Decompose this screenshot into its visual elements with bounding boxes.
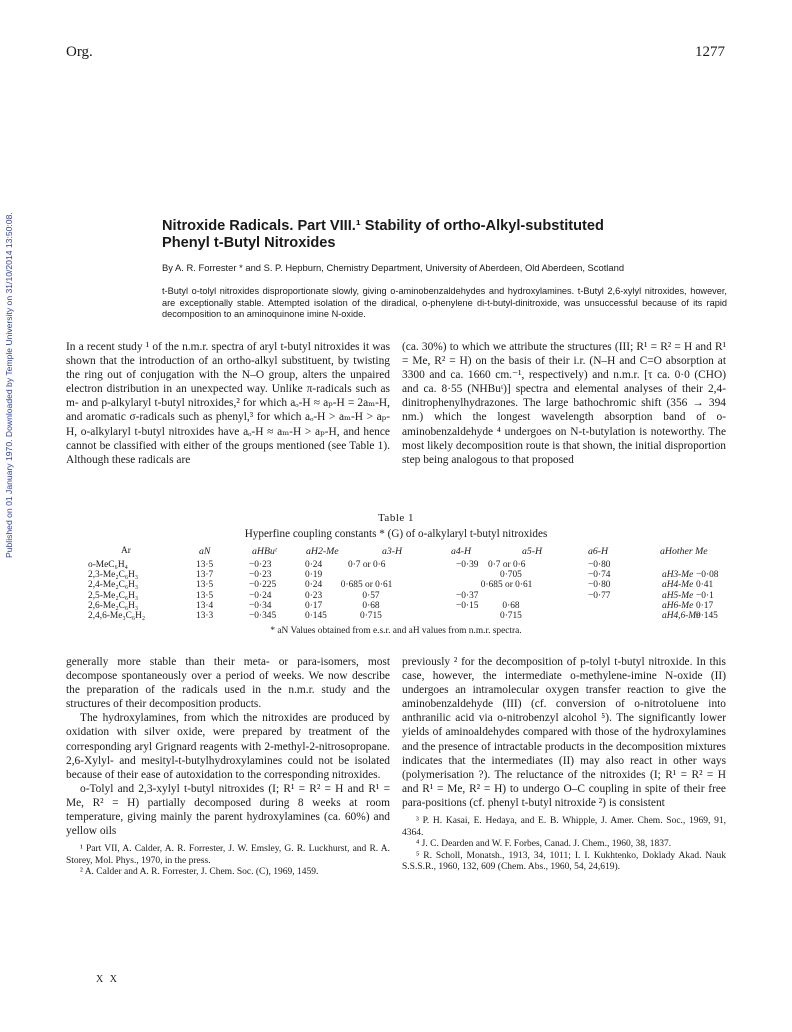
table-cell: −0·08: [696, 570, 719, 581]
journal-name: Org.: [66, 44, 93, 60]
table-cell: 2,4-Me₂C₆H₃: [88, 580, 139, 591]
table-cell: 2,6-Me₂C₆H₃: [88, 600, 139, 611]
paragraph: The hydroxylamines, from which the nitroxides are produced by oxidation with silver oxide, were prepared by treatment of the corresponding aryl Grignard reagents with 2-methyl-2-nitrosopropane. 2,6-Xylyl- and mesityl-t-butylhydroxylamines could not be isolated because of their ease of autoxidation to the corresponding nitroxides.: [66, 712, 390, 781]
table-cell: 13·7: [196, 570, 214, 581]
table-cell: 0·23: [305, 590, 323, 601]
abstract: t-Butyl o-tolyl nitroxides disproportionate slowly, giving o-aminobenzaldehydes and hydroxylamines. t-Butyl 2,6-xylyl nitroxides, however, are exceptionally stable. Attempted isolation of the diradical, o-phenylene di-t-butyl-dinitroxide, was unsuccessful because of its rapid decomposition to an aminoquinone imine N-oxide.: [162, 286, 727, 319]
paragraph: (ca. 30%) to which we attribute the structures (III; R¹ = R² = H and R¹ = Me, R² = H) on the basis of their i.r. (N–H and C=O absorption at 3300 and ca. 1660 cm.⁻¹, respectively) and n.m.r. [τ ca. 0·0 (CHO) and ca. 8·55 (NHBuᵗ)] spectra and elemental analyses of their 2,4-dinitrophenylhydrazones. The large bathochromic shift (356 → 394 nm.) which the longest wavelength absorption band of o-aminobenzaldehyde ⁴ undergoes on N-t-butylation is noteworthy. The most likely decomposition route is that shown, the initial disproportion step being analogous to that proposed: [402, 341, 726, 466]
table-cell: 0·715: [500, 611, 522, 621]
table-cell: −0·15: [456, 600, 479, 611]
footnote: ⁴ J. C. Dearden and W. F. Forbes, Canad. J. Chem., 1960, 38, 1837.: [416, 839, 672, 850]
body-column-2: [402, 340, 726, 467]
paragraph: In a recent study ¹ of the n.m.r. spectra of aryl t-butyl nitroxides it was shown that the introduction of an ortho-alkyl substituent, by twisting the ring out of conjugation with the N–O group, alters the unpaired electron distribution in an unexpected way. Unlike π-radicals such as m- and p-alkylaryl t-butyl nitroxides,² for which aₒ-H ≈ aₚ-H = 2aₘ-H, and aromatic σ-radicals such as phenyl,³ for which aₒ-H > aₘ-H > aₚ-H, o-alkylaryl t-butyl nitroxides have aₒ-H ≈ aₘ-H > aₚ-H, and hence cannot be classified with either of the groups mentioned (see Table 1). Although these radicals are: [66, 341, 390, 466]
table-cell: aH4-Me: [662, 580, 694, 591]
table-cell: −0·24: [249, 590, 272, 601]
table-cell: 13·3: [196, 611, 214, 621]
page-number: 1277: [695, 44, 725, 60]
title-line-1: Nitroxide Radicals. Part VIII.¹ Stability of ortho-Alkyl-substituted: [162, 218, 604, 234]
table-cell: −0·225: [249, 580, 277, 591]
footnote: ⁵ R. Scholl, Monatsh., 1913, 34, 1011; I. I. Kukhtenko, Doklady Akad. Nauk S.S.S.R., 1960, 132, 609 (Chem. Abs., 1960, 54, 24,619).: [402, 850, 726, 873]
footnote: ³ P. H. Kasai, E. Hedaya, and E. B. Whipple, J. Amer. Chem. Soc., 1969, 91, 4364.: [402, 816, 726, 838]
table-cell: 13·5: [196, 580, 214, 591]
table-cell: 0·68: [502, 600, 520, 611]
table-cell: −0·345: [249, 611, 277, 621]
body-column-1: [66, 340, 390, 467]
table-header-cell: aHBuᵗ: [252, 546, 277, 557]
table-cell: −0·23: [249, 570, 272, 581]
table-cell: 2,3-Me₂C₆H₃: [88, 570, 139, 581]
table-caption: Hyperfine coupling constants * (G) of o-alkylaryl t-butyl nitroxides: [244, 528, 548, 540]
table-cell: −0·80: [588, 580, 611, 591]
table-cell: 0·24: [305, 560, 323, 570]
table-cell: 13·5: [196, 560, 214, 570]
table-cell: −0·1: [696, 590, 714, 601]
table-label: Table 1: [377, 512, 415, 524]
table-cell: 0·685 or 0·61: [340, 580, 393, 591]
table-header-cell: a5-H: [522, 546, 543, 557]
table-cell: 0·715: [360, 611, 382, 621]
table-cell: 0·7 or 0·6: [488, 560, 526, 570]
table-cell: 0·17: [305, 600, 323, 611]
table-cell: 2,5-Me₂C₆H₃: [88, 590, 139, 601]
table-cell: 0·24: [305, 580, 323, 591]
table-cell: −0·34: [249, 600, 272, 611]
table-cell: aH6-Me: [662, 600, 694, 611]
table-footnote: * aN Values obtained from e.s.r. and aH values from n.m.r. spectra.: [270, 626, 522, 636]
paragraph: o-Tolyl and 2,3-xylyl t-butyl nitroxides (I; R¹ = R² = H and R¹ = Me, R² = H) partially decomposed during 8 weeks at room temperature, giving mainly the parent hydroxylamines (ca. 60%) and yellow oils: [66, 782, 390, 838]
table-cell: 13·4: [196, 600, 214, 611]
table-header-cell: a6-H: [588, 546, 609, 557]
table-cell: 2,4,6-Me₃C₆H₂: [88, 611, 146, 621]
paragraph: generally more stable than their meta- or para-isomers, most decompose spontaneously over a period of weeks. We now describe the preparation of the radicals used in the n.m.r. study and the structures of their decomposition products.: [66, 656, 390, 711]
table-cell: 0·145: [305, 611, 327, 621]
table-cell: −0·23: [249, 560, 272, 570]
table-cell: aH3-Me: [662, 570, 694, 581]
table-cell: −0·39: [456, 560, 479, 570]
table-cell: −0·80: [588, 560, 611, 570]
table-cell: 0·7 or 0·6: [348, 560, 386, 570]
table-cell: 0·705: [500, 570, 522, 581]
table-header-cell: a3-H: [382, 546, 403, 557]
table-cell: 0·68: [362, 600, 380, 611]
download-watermark: Published on 01 January 1970. Downloaded by Temple University on 31/10/2014 13:50:08.: [4, 212, 14, 558]
table-cell: −0·37: [456, 590, 479, 601]
table-header-cell: aH2-Me: [306, 546, 339, 557]
article-title: [162, 218, 727, 252]
footnote: ² A. Calder and A. R. Forrester, J. Chem. Soc. (C), 1969, 1459.: [80, 867, 319, 878]
table-cell: o-MeC₆H₄: [88, 560, 128, 570]
table-cell: 0·685 or 0·61: [480, 580, 533, 591]
table-cell: aH5-Me: [662, 590, 694, 601]
table-cell: −0·77: [588, 590, 611, 601]
table-cell: 0·41: [696, 580, 714, 591]
table-header-cell: aHother Me: [660, 546, 708, 557]
table-cell: aH4,6-Me: [662, 611, 701, 621]
table-header-cell: a4-H: [451, 546, 472, 557]
author-line: By A. R. Forrester * and S. P. Hepburn, Chemistry Department, University of Aberdeen, Old Aberdeen, Scotland: [162, 262, 625, 273]
paragraph: previously ² for the decomposition of p-tolyl t-butyl nitroxide. In this case, however, the intermediate o-methylene-imine N-oxide (II) undergoes an intramolecular oxygen transfer reaction to give the aminobenzaldehyde (III) (cf. conversion of o-nitrotoluene into anthranilic acid via o-nitrobenzyl alcohol ⁵). The significantly lower yields of aminoaldehydes compared with those of the hydroxylamines and the presence of intractable products in the decomposition mixtures indicates that the intermediates (II) may also react in other ways (polymerisation ?). The reluctance of the nitroxides (I; R¹ = R² = H and R¹ = Me, R² = H) to undergo O–C coupling in spite of their free para-positions (cf. phenyl t-butyl nitroxide ²) is consistent: [402, 656, 726, 809]
body-column-3: [66, 655, 390, 879]
table-cell: 0·57: [362, 590, 380, 601]
table-cell: −0·74: [588, 570, 611, 581]
table-header-cell: Ar: [121, 546, 131, 556]
body-column-4: [402, 655, 726, 874]
footnote: ¹ Part VII, A. Calder, A. R. Forrester, J. W. Emsley, G. R. Luckhurst, and R. A. Storey, Mol. Phys., 1970, in the press.: [66, 844, 390, 866]
title-line-2: Phenyl t-Butyl Nitroxides: [162, 235, 336, 251]
table-cell: 0·19: [305, 570, 323, 581]
table-cell: 13·5: [196, 590, 214, 601]
table-header-cell: aN: [199, 546, 211, 557]
signature-mark: X X: [96, 974, 119, 985]
table-cell: 0·17: [696, 600, 714, 611]
table-cell: 0·145: [696, 611, 718, 621]
